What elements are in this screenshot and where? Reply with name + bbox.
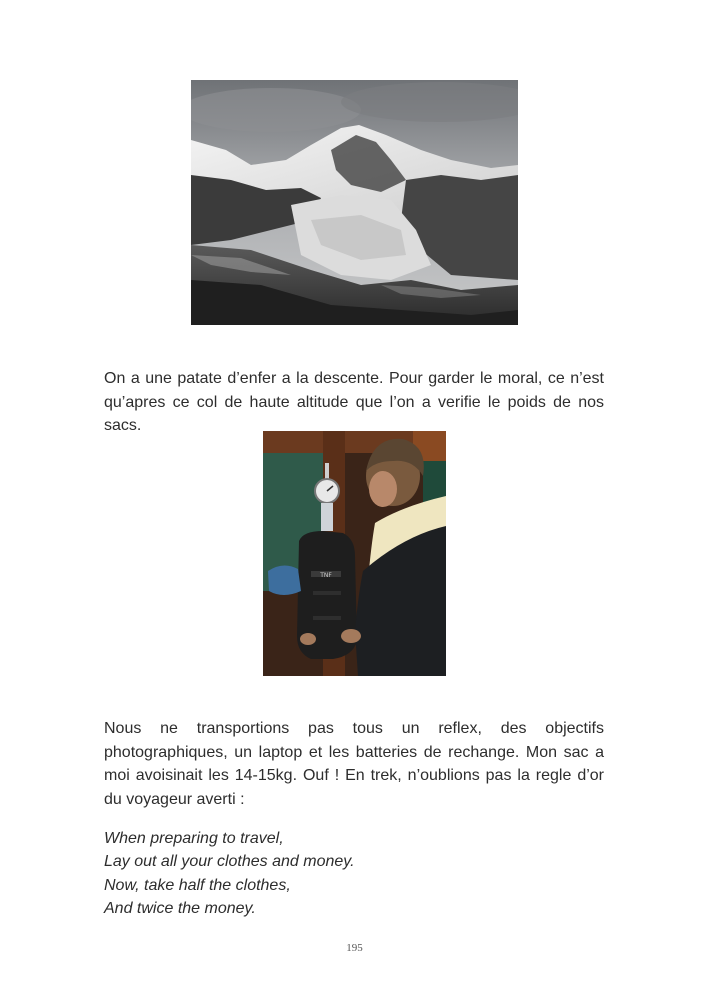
travel-quote — [104, 827, 604, 920]
mountain-photo — [191, 80, 518, 325]
quote-line: Lay out all your clothes and money. — [104, 853, 355, 871]
backpack-weighing-photo — [263, 431, 446, 676]
paragraph-gear-weight: Nous ne transportions pas tous un reflex, des objectifs photographiques, un laptop et les batteries de rechange. Mon sac a moi avoisinait les 14-15kg. Ouf ! En trek, n’oublions pas la regle d’or du voyageur averti : — [104, 720, 604, 808]
quote-line: Now, take half the clothes, — [104, 876, 291, 894]
quote-line: And twice the money. — [104, 899, 256, 917]
paragraph-descent: On a une patate d’enfer a la descente. Pour garder le moral, ce n’est qu’apres ce col de haute altitude que l’on a verifie le poids de nos sacs. — [104, 370, 604, 434]
svg-text:TNF: TNF — [320, 572, 332, 579]
quote-line: When preparing to travel, — [104, 830, 284, 847]
page-number: 195 — [346, 942, 363, 954]
